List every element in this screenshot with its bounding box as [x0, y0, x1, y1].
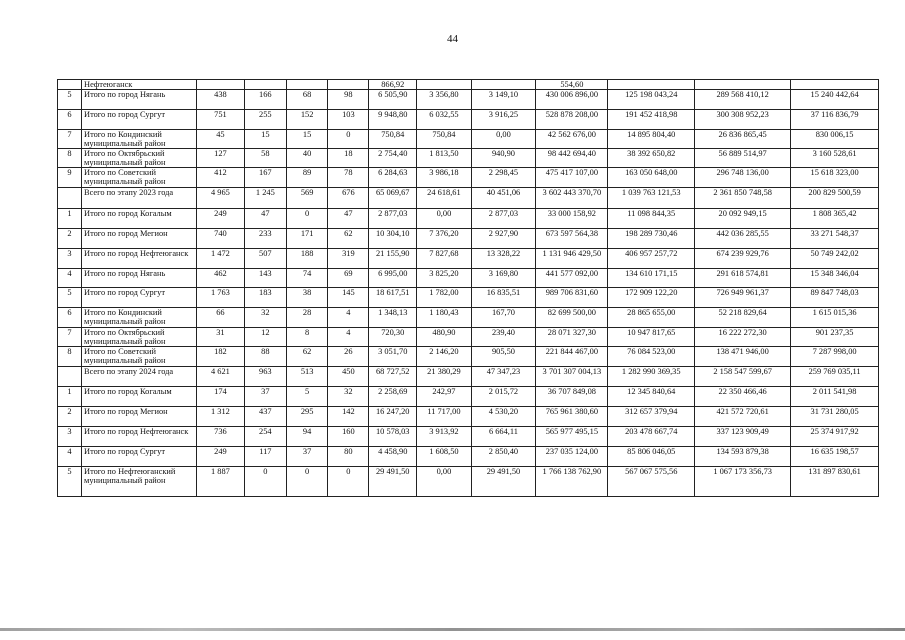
- value-cell-2: 183: [244, 288, 286, 308]
- row-number-cell: 3: [58, 249, 82, 269]
- scan-edge-line: [0, 628, 905, 631]
- value-cell-11: 131 897 830,61: [791, 467, 879, 497]
- value-cell-9: 14 895 804,40: [608, 130, 695, 149]
- value-cell-3: 89: [286, 168, 328, 188]
- value-cell-5: 21 155,90: [369, 249, 417, 269]
- value-cell-10: 16 222 272,30: [695, 328, 791, 347]
- value-cell-5: 750,84: [369, 130, 417, 149]
- value-cell-3: 0: [286, 467, 328, 497]
- value-cell-9: 1 039 763 121,53: [608, 188, 695, 209]
- value-cell-6: 1 608,50: [417, 447, 471, 467]
- value-cell-11: 15 240 442,64: [791, 90, 879, 110]
- value-cell-2: 37: [244, 387, 286, 407]
- value-cell-9: 125 198 043,24: [608, 90, 695, 110]
- name-cell: Итого по Советский муниципальный район: [82, 347, 197, 367]
- value-cell-11: 33 271 548,37: [791, 229, 879, 249]
- value-cell-1: 1 763: [196, 288, 244, 308]
- value-cell-6: 1 813,50: [417, 149, 471, 168]
- value-cell-4: 160: [328, 427, 369, 447]
- value-cell-11: 89 847 748,03: [791, 288, 879, 308]
- value-cell-8: 237 035 124,00: [536, 447, 608, 467]
- value-cell-2: 143: [244, 269, 286, 288]
- table-row: [58, 130, 879, 149]
- value-cell-1: 249: [196, 209, 244, 229]
- value-cell-1: 31: [196, 328, 244, 347]
- table-row: [58, 209, 879, 229]
- value-cell-8: 1 131 946 429,50: [536, 249, 608, 269]
- value-cell-2: 0: [244, 467, 286, 497]
- value-cell-4: 103: [328, 110, 369, 130]
- table-row: [58, 249, 879, 269]
- value-cell-3: 38: [286, 288, 328, 308]
- value-cell-3: 15: [286, 130, 328, 149]
- table-row: [58, 168, 879, 188]
- value-cell-8: 42 562 676,00: [536, 130, 608, 149]
- value-cell-7: 40 451,06: [471, 188, 536, 209]
- row-number-cell: 4: [58, 447, 82, 467]
- value-cell-1: 1 472: [196, 249, 244, 269]
- value-cell-3: 5: [286, 387, 328, 407]
- value-cell-10: 291 618 574,81: [695, 269, 791, 288]
- value-cell-4: [328, 80, 369, 90]
- value-cell-6: 2 146,20: [417, 347, 471, 367]
- value-cell-9: 172 909 122,20: [608, 288, 695, 308]
- value-cell-4: 78: [328, 168, 369, 188]
- value-cell-9: 567 067 575,56: [608, 467, 695, 497]
- value-cell-7: 6 664,11: [471, 427, 536, 447]
- row-number-cell: 2: [58, 407, 82, 427]
- value-cell-6: 480,90: [417, 328, 471, 347]
- value-cell-9: 203 478 667,74: [608, 427, 695, 447]
- value-cell-5: 16 247,20: [369, 407, 417, 427]
- value-cell-8: 989 706 831,60: [536, 288, 608, 308]
- name-cell: Итого по город Сургут: [82, 447, 197, 467]
- value-cell-9: 12 345 840,64: [608, 387, 695, 407]
- value-cell-2: 963: [244, 367, 286, 387]
- value-cell-4: 0: [328, 130, 369, 149]
- value-cell-2: 117: [244, 447, 286, 467]
- value-cell-11: 2 011 541,98: [791, 387, 879, 407]
- name-cell: Итого по город Нефтеюганск: [82, 249, 197, 269]
- value-cell-10: 300 308 952,23: [695, 110, 791, 130]
- value-cell-7: 2 015,72: [471, 387, 536, 407]
- value-cell-7: 3 149,10: [471, 90, 536, 110]
- value-cell-9: 38 392 650,82: [608, 149, 695, 168]
- value-cell-8: 33 000 158,92: [536, 209, 608, 229]
- value-cell-5: 6 505,90: [369, 90, 417, 110]
- value-cell-3: 152: [286, 110, 328, 130]
- value-cell-6: 0,00: [417, 209, 471, 229]
- value-cell-7: 167,70: [471, 308, 536, 328]
- row-number-cell: 5: [58, 288, 82, 308]
- value-cell-10: 674 239 929,76: [695, 249, 791, 269]
- row-number-cell: 6: [58, 110, 82, 130]
- value-cell-7: 3 169,80: [471, 269, 536, 288]
- value-cell-5: 68 727,52: [369, 367, 417, 387]
- row-number-cell: 3: [58, 427, 82, 447]
- name-cell: Итого по Кондинский муниципальный район: [82, 308, 197, 328]
- name-cell: Итого по город Когалым: [82, 387, 197, 407]
- row-number-cell: 1: [58, 209, 82, 229]
- value-cell-8: 98 442 694,40: [536, 149, 608, 168]
- value-cell-3: 40: [286, 149, 328, 168]
- value-cell-3: 8: [286, 328, 328, 347]
- value-cell-5: 10 304,10: [369, 229, 417, 249]
- value-cell-6: 3 356,80: [417, 90, 471, 110]
- value-cell-3: 37: [286, 447, 328, 467]
- value-cell-1: 736: [196, 427, 244, 447]
- value-cell-2: 507: [244, 249, 286, 269]
- value-cell-4: 142: [328, 407, 369, 427]
- value-cell-5: 1 348,13: [369, 308, 417, 328]
- value-cell-10: 20 092 949,15: [695, 209, 791, 229]
- value-cell-4: 62: [328, 229, 369, 249]
- value-cell-1: 66: [196, 308, 244, 328]
- value-cell-1: 182: [196, 347, 244, 367]
- value-cell-1: 1 312: [196, 407, 244, 427]
- value-cell-2: 1 245: [244, 188, 286, 209]
- name-cell: Итого по Октябрьский муниципальный район: [82, 328, 197, 347]
- value-cell-11: 3 160 528,61: [791, 149, 879, 168]
- value-cell-7: 4 530,20: [471, 407, 536, 427]
- value-cell-10: 289 568 410,12: [695, 90, 791, 110]
- value-cell-9: 134 610 171,15: [608, 269, 695, 288]
- value-cell-10: 56 889 514,97: [695, 149, 791, 168]
- value-cell-6: 1 180,43: [417, 308, 471, 328]
- value-cell-3: 74: [286, 269, 328, 288]
- name-cell: Итого по город Сургут: [82, 288, 197, 308]
- table-row: [58, 110, 879, 130]
- value-cell-4: 319: [328, 249, 369, 269]
- page-number: 44: [447, 33, 458, 45]
- value-cell-5: 18 617,51: [369, 288, 417, 308]
- value-cell-4: 4: [328, 328, 369, 347]
- value-cell-3: 28: [286, 308, 328, 328]
- value-cell-6: 3 913,92: [417, 427, 471, 447]
- name-cell: Итого по Нефтеюганский муниципальный район: [82, 467, 197, 497]
- value-cell-10: 421 572 720,61: [695, 407, 791, 427]
- value-cell-11: [791, 80, 879, 90]
- value-cell-10: 726 949 961,37: [695, 288, 791, 308]
- value-cell-5: 2 754,40: [369, 149, 417, 168]
- row-number-cell: 4: [58, 269, 82, 288]
- value-cell-5: 6 995,00: [369, 269, 417, 288]
- value-cell-8: 36 707 849,08: [536, 387, 608, 407]
- value-cell-2: 47: [244, 209, 286, 229]
- name-cell: Нефтеюганск: [82, 80, 197, 90]
- table-row: [58, 347, 879, 367]
- value-cell-10: 1 067 173 356,73: [695, 467, 791, 497]
- value-cell-2: 58: [244, 149, 286, 168]
- table-row: [58, 407, 879, 427]
- value-cell-4: 26: [328, 347, 369, 367]
- row-number-cell: 1: [58, 387, 82, 407]
- value-cell-7: 2 877,03: [471, 209, 536, 229]
- row-number-cell: 9: [58, 168, 82, 188]
- row-number-cell: 7: [58, 130, 82, 149]
- value-cell-11: 200 829 500,59: [791, 188, 879, 209]
- value-cell-5: 65 069,67: [369, 188, 417, 209]
- value-cell-10: 26 836 865,45: [695, 130, 791, 149]
- value-cell-11: 37 116 836,79: [791, 110, 879, 130]
- value-cell-8: 28 071 327,30: [536, 328, 608, 347]
- value-cell-8: 765 961 380,60: [536, 407, 608, 427]
- value-cell-5: 2 258,69: [369, 387, 417, 407]
- value-cell-5: 2 877,03: [369, 209, 417, 229]
- value-cell-5: 4 458,90: [369, 447, 417, 467]
- value-cell-9: 85 806 046,05: [608, 447, 695, 467]
- value-cell-7: 2 298,45: [471, 168, 536, 188]
- value-cell-10: [695, 80, 791, 90]
- value-cell-4: 47: [328, 209, 369, 229]
- value-cell-9: 10 947 817,65: [608, 328, 695, 347]
- value-cell-2: 88: [244, 347, 286, 367]
- value-cell-9: 163 050 648,00: [608, 168, 695, 188]
- value-cell-1: 438: [196, 90, 244, 110]
- table-row: [58, 188, 879, 209]
- value-cell-10: 138 471 946,00: [695, 347, 791, 367]
- value-cell-9: 406 957 257,72: [608, 249, 695, 269]
- name-cell: Итого по город Нягань: [82, 90, 197, 110]
- name-cell: Итого по город Когалым: [82, 209, 197, 229]
- value-cell-8: 3 701 307 004,13: [536, 367, 608, 387]
- value-cell-11: 15 348 346,04: [791, 269, 879, 288]
- value-cell-11: 901 237,35: [791, 328, 879, 347]
- value-cell-5: 10 578,03: [369, 427, 417, 447]
- value-cell-2: 233: [244, 229, 286, 249]
- table-row: [58, 149, 879, 168]
- value-cell-6: 3 986,18: [417, 168, 471, 188]
- value-cell-9: [608, 80, 695, 90]
- table-row: [58, 427, 879, 447]
- table-row: [58, 90, 879, 110]
- value-cell-7: 3 916,25: [471, 110, 536, 130]
- name-cell: Итого по город Мегион: [82, 229, 197, 249]
- value-cell-4: 69: [328, 269, 369, 288]
- value-cell-5: 9 948,80: [369, 110, 417, 130]
- value-cell-2: 32: [244, 308, 286, 328]
- value-cell-2: 254: [244, 427, 286, 447]
- value-cell-3: 94: [286, 427, 328, 447]
- value-cell-4: 32: [328, 387, 369, 407]
- value-cell-2: 167: [244, 168, 286, 188]
- data-table: [57, 79, 879, 497]
- table-row: [58, 367, 879, 387]
- value-cell-2: [244, 80, 286, 90]
- value-cell-9: 11 098 844,35: [608, 209, 695, 229]
- name-cell: Итого по Октябрьский муниципальный район: [82, 149, 197, 168]
- value-cell-6: 1 782,00: [417, 288, 471, 308]
- value-cell-7: 13 328,22: [471, 249, 536, 269]
- value-cell-7: 0,00: [471, 130, 536, 149]
- value-cell-11: 259 769 035,11: [791, 367, 879, 387]
- value-cell-4: 450: [328, 367, 369, 387]
- value-cell-10: 296 748 136,00: [695, 168, 791, 188]
- table-row: [58, 467, 879, 497]
- value-cell-4: 0: [328, 467, 369, 497]
- value-cell-8: 565 977 495,15: [536, 427, 608, 447]
- value-cell-11: 16 635 198,57: [791, 447, 879, 467]
- value-cell-11: 830 006,15: [791, 130, 879, 149]
- row-number-cell: 8: [58, 347, 82, 367]
- value-cell-3: [286, 80, 328, 90]
- name-cell: Итого по Советский муниципальный район: [82, 168, 197, 188]
- value-cell-9: 198 289 730,46: [608, 229, 695, 249]
- value-cell-1: 174: [196, 387, 244, 407]
- table-row: [58, 80, 879, 90]
- table-row: [58, 229, 879, 249]
- value-cell-7: 2 850,40: [471, 447, 536, 467]
- value-cell-6: 21 380,29: [417, 367, 471, 387]
- value-cell-9: 1 282 990 369,35: [608, 367, 695, 387]
- name-cell: Всего по этапу 2024 года: [82, 367, 197, 387]
- value-cell-8: 475 417 107,00: [536, 168, 608, 188]
- table-row: [58, 328, 879, 347]
- value-cell-8: 441 577 092,00: [536, 269, 608, 288]
- value-cell-4: 18: [328, 149, 369, 168]
- row-number-cell: 7: [58, 328, 82, 347]
- value-cell-10: 134 593 879,38: [695, 447, 791, 467]
- value-cell-2: 15: [244, 130, 286, 149]
- value-cell-3: 569: [286, 188, 328, 209]
- value-cell-10: 442 036 285,55: [695, 229, 791, 249]
- value-cell-11: 31 731 280,05: [791, 407, 879, 427]
- value-cell-1: [196, 80, 244, 90]
- value-cell-11: 15 618 323,00: [791, 168, 879, 188]
- value-cell-6: 242,97: [417, 387, 471, 407]
- name-cell: Итого по город Нягань: [82, 269, 197, 288]
- row-number-cell: 6: [58, 308, 82, 328]
- value-cell-8: 1 766 138 762,90: [536, 467, 608, 497]
- value-cell-8: 430 006 896,00: [536, 90, 608, 110]
- value-cell-1: 412: [196, 168, 244, 188]
- value-cell-6: 3 825,20: [417, 269, 471, 288]
- value-cell-7: 16 835,51: [471, 288, 536, 308]
- value-cell-1: 127: [196, 149, 244, 168]
- value-cell-5: 6 284,63: [369, 168, 417, 188]
- value-cell-9: 191 452 418,98: [608, 110, 695, 130]
- value-cell-1: 1 887: [196, 467, 244, 497]
- value-cell-6: 7 827,68: [417, 249, 471, 269]
- value-cell-3: 188: [286, 249, 328, 269]
- value-cell-1: 45: [196, 130, 244, 149]
- value-cell-10: 22 350 466,46: [695, 387, 791, 407]
- value-cell-8: 221 844 467,00: [536, 347, 608, 367]
- value-cell-8: 554,60: [536, 80, 608, 90]
- value-cell-6: 24 618,61: [417, 188, 471, 209]
- value-cell-4: 676: [328, 188, 369, 209]
- value-cell-3: 68: [286, 90, 328, 110]
- value-cell-4: 80: [328, 447, 369, 467]
- table-row: [58, 447, 879, 467]
- value-cell-11: 7 287 998,00: [791, 347, 879, 367]
- value-cell-5: 866,92: [369, 80, 417, 90]
- value-cell-7: 29 491,50: [471, 467, 536, 497]
- value-cell-5: 3 051,70: [369, 347, 417, 367]
- value-cell-10: 2 158 547 599,67: [695, 367, 791, 387]
- value-cell-1: 740: [196, 229, 244, 249]
- value-cell-3: 513: [286, 367, 328, 387]
- value-cell-6: [417, 80, 471, 90]
- value-cell-2: 12: [244, 328, 286, 347]
- value-cell-1: 4 965: [196, 188, 244, 209]
- value-cell-11: 50 749 242,02: [791, 249, 879, 269]
- value-cell-7: 2 927,90: [471, 229, 536, 249]
- name-cell: Всего по этапу 2023 года: [82, 188, 197, 209]
- value-cell-6: 0,00: [417, 467, 471, 497]
- name-cell: Итого по город Сургут: [82, 110, 197, 130]
- row-number-cell: 5: [58, 90, 82, 110]
- value-cell-10: 52 218 829,64: [695, 308, 791, 328]
- table-row: [58, 308, 879, 328]
- row-number-cell: 2: [58, 229, 82, 249]
- row-number-cell: 5: [58, 467, 82, 497]
- value-cell-1: 4 621: [196, 367, 244, 387]
- value-cell-8: 82 699 500,00: [536, 308, 608, 328]
- table-row: [58, 387, 879, 407]
- value-cell-1: 249: [196, 447, 244, 467]
- value-cell-11: 25 374 917,92: [791, 427, 879, 447]
- value-cell-8: 673 597 564,38: [536, 229, 608, 249]
- value-cell-4: 98: [328, 90, 369, 110]
- value-cell-11: 1 615 015,36: [791, 308, 879, 328]
- value-cell-6: 7 376,20: [417, 229, 471, 249]
- row-number-cell: [58, 80, 82, 90]
- value-cell-4: 4: [328, 308, 369, 328]
- name-cell: Итого по город Мегион: [82, 407, 197, 427]
- value-cell-9: 76 084 523,00: [608, 347, 695, 367]
- value-cell-4: 145: [328, 288, 369, 308]
- table-row: [58, 288, 879, 308]
- value-cell-3: 295: [286, 407, 328, 427]
- value-cell-7: [471, 80, 536, 90]
- value-cell-7: 940,90: [471, 149, 536, 168]
- value-cell-10: 2 361 850 748,58: [695, 188, 791, 209]
- value-cell-6: 750,84: [417, 130, 471, 149]
- value-cell-1: 462: [196, 269, 244, 288]
- value-cell-2: 166: [244, 90, 286, 110]
- value-cell-3: 171: [286, 229, 328, 249]
- value-cell-6: 11 717,00: [417, 407, 471, 427]
- value-cell-8: 3 602 443 370,70: [536, 188, 608, 209]
- table-body: [58, 80, 879, 497]
- value-cell-7: 905,50: [471, 347, 536, 367]
- value-cell-11: 1 808 365,42: [791, 209, 879, 229]
- value-cell-7: 47 347,23: [471, 367, 536, 387]
- value-cell-7: 239,40: [471, 328, 536, 347]
- value-cell-5: 720,30: [369, 328, 417, 347]
- value-cell-5: 29 491,50: [369, 467, 417, 497]
- row-number-cell: [58, 367, 82, 387]
- value-cell-9: 28 865 655,00: [608, 308, 695, 328]
- value-cell-3: 0: [286, 209, 328, 229]
- value-cell-8: 528 878 208,00: [536, 110, 608, 130]
- value-cell-1: 751: [196, 110, 244, 130]
- value-cell-2: 255: [244, 110, 286, 130]
- value-cell-6: 6 032,55: [417, 110, 471, 130]
- row-number-cell: [58, 188, 82, 209]
- name-cell: Итого по город Нефтеюганск: [82, 427, 197, 447]
- table-row: [58, 269, 879, 288]
- row-number-cell: 8: [58, 149, 82, 168]
- value-cell-10: 337 123 909,49: [695, 427, 791, 447]
- name-cell: Итого по Кондинский муниципальный район: [82, 130, 197, 149]
- value-cell-2: 437: [244, 407, 286, 427]
- value-cell-9: 312 657 379,94: [608, 407, 695, 427]
- value-cell-3: 62: [286, 347, 328, 367]
